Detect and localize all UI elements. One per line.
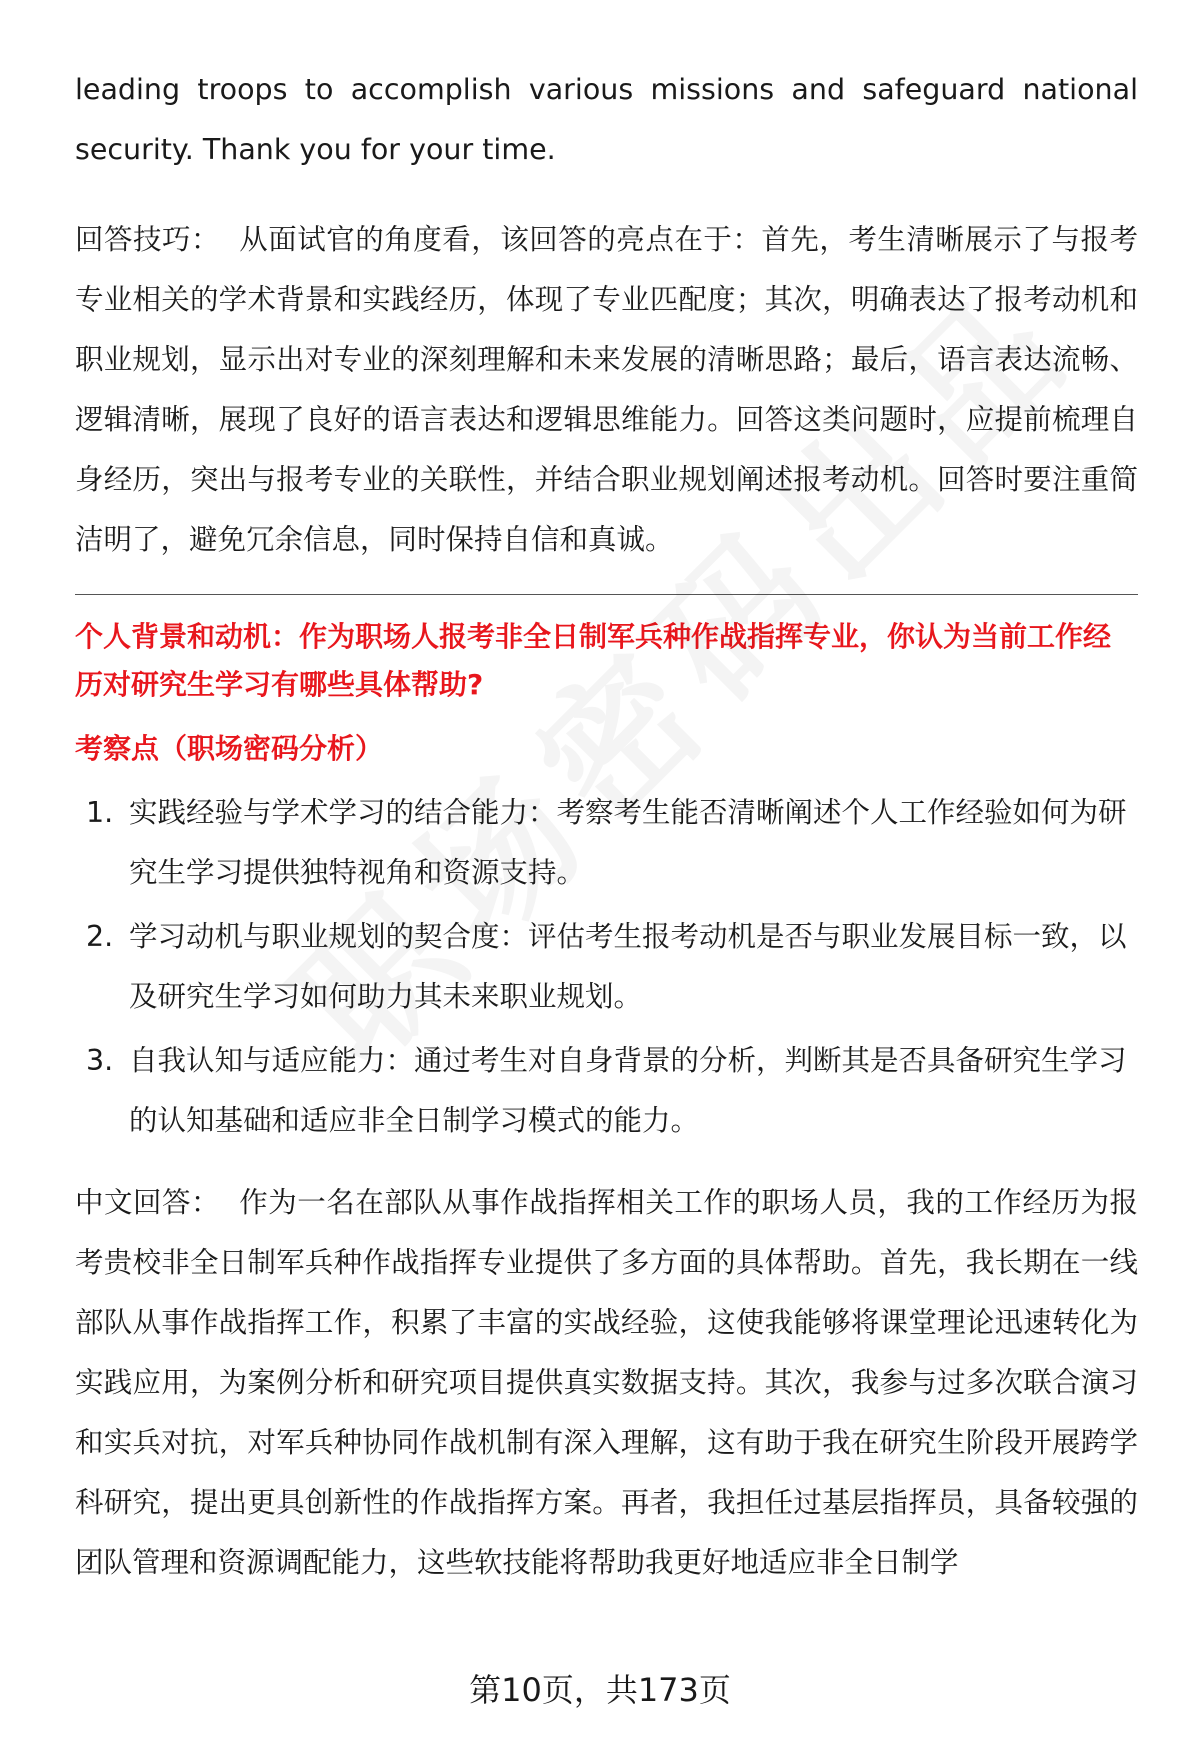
answer-paragraph	[75, 1173, 1138, 1593]
assessment-list	[75, 783, 1138, 1151]
answer-label: 中文回答：	[75, 1186, 221, 1219]
section-divider	[75, 594, 1138, 595]
list-item-text: 实践经验与学术学习的结合能力：考察考生能否清晰阐述个人工作经验如何为研究生学习提供独特视角和资源支持。	[129, 796, 1127, 889]
tips-text: 从面试官的角度看，该回答的亮点在于：首先，考生清晰展示了与报考专业相关的学术背景和实践经历，体现了专业匹配度；其次，明确表达了报考动机和职业规划，显示出对专业的深刻理解和未来发展的清晰思路；最后，语言表达流畅、逻辑清晰，展现了良好的语言表达和逻辑思维能力。回答这类问题时，应提前梳理自身经历，突出与报考专业的关联性，并结合职业规划阐述报考动机。回答时要注重简洁明了，避免冗余信息，同时保持自信和真诚。	[75, 223, 1138, 556]
list-item-text: 学习动机与职业规划的契合度：评估考生报考动机是否与职业发展目标一致，以及研究生学习如何助力其未来职业规划。	[129, 920, 1127, 1013]
list-item	[75, 783, 1138, 903]
intro-paragraph: leading troops to accomplish various missions and safeguard national security. Thank you for your time.	[75, 73, 1138, 166]
list-item	[75, 907, 1138, 1027]
tips-paragraph	[75, 210, 1138, 570]
list-item-number: 2.	[86, 920, 114, 953]
question-heading: 个人背景和动机：作为职场人报考非全日制军兵种作战指挥专业，你认为当前工作经历对研究生学习有哪些具体帮助?	[75, 620, 1112, 701]
assessment-title: 考察点（职场密码分析）	[75, 732, 384, 765]
answer-text: 作为一名在部队从事作战指挥相关工作的职场人员，我的工作经历为报考贵校非全日制军兵种作战指挥专业提供了多方面的具体帮助。首先，我长期在一线部队从事作战指挥工作，积累了丰富的实战经验，这使我能够将课堂理论迅速转化为实践应用，为案例分析和研究项目提供真实数据支持。其次，我参与过多次联合演习和实兵对抗，对军兵种协同作战机制有深入理解，这有助于我在研究生阶段开展跨学科研究，提出更具创新性的作战指挥方案。再者，我担任过基层指挥员，具备较强的团队管理和资源调配能力，这些软技能将帮助我更好地适应非全日制学	[75, 1186, 1138, 1579]
tips-label: 回答技巧：	[75, 223, 221, 256]
list-item-number: 3.	[86, 1044, 114, 1077]
list-item-number: 1.	[86, 796, 114, 829]
page-footer: 第10页，共173页	[469, 1671, 731, 1709]
list-item	[75, 1031, 1138, 1151]
list-item-text: 自我认知与适应能力：通过考生对自身背景的分析，判断其是否具备研究生学习的认知基础和适应非全日制学习模式的能力。	[129, 1044, 1127, 1137]
